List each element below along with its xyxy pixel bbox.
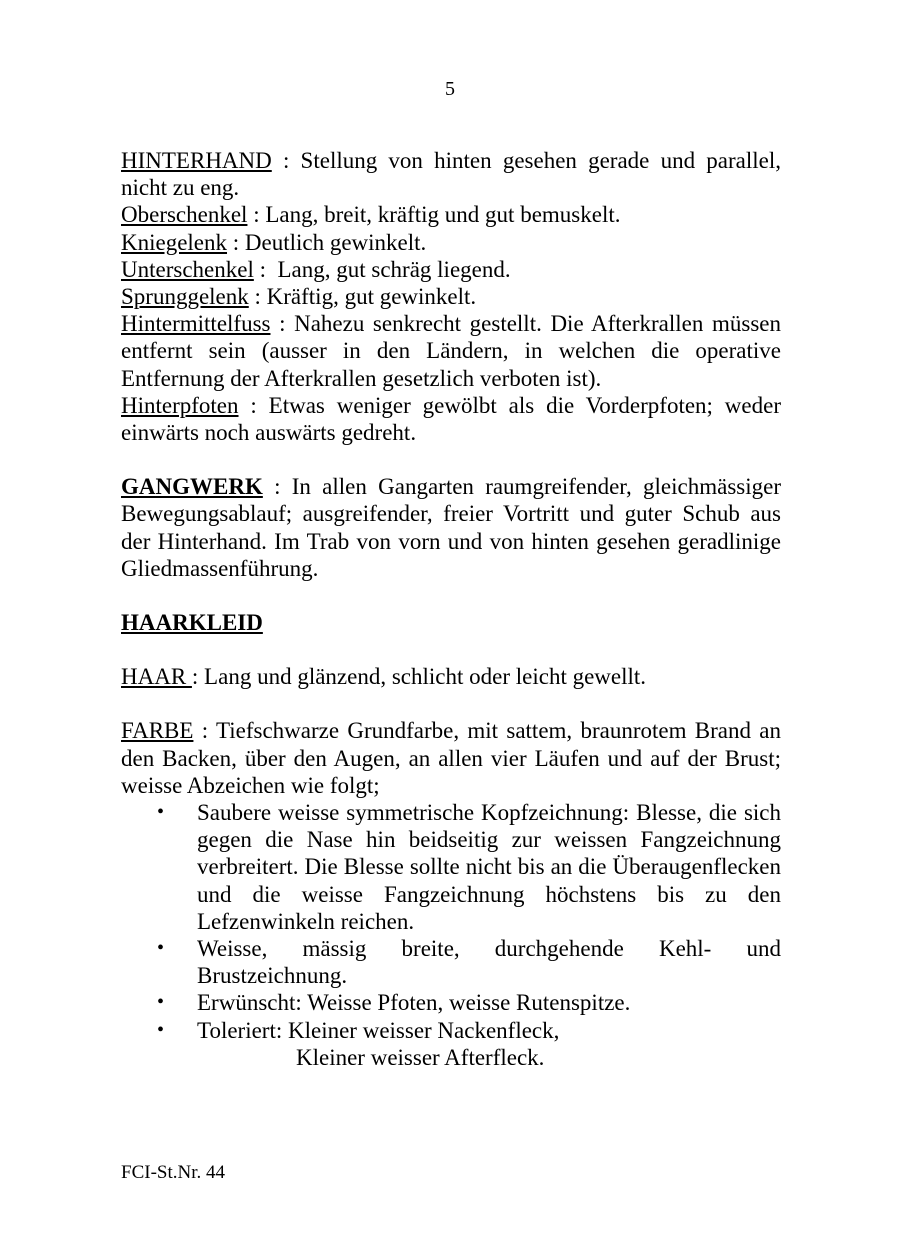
oberschenkel-term: Oberschenkel [121,202,248,228]
bullet-text: Saubere weisse symmetrische Kopfzeichnung: Blesse, die sich gegen die Nase hin beidseitig zur weissen Fangzeichnung verbreitert. Die Blesse sollte nicht bis an die Überaugenflecken und die weisse Fangzeichnung höchstens bis zu den Lefzenwinkeln reichen. [197,800,781,934]
hinterhand-paragraph [121,147,781,201]
document-body [121,147,781,1071]
list-item [121,989,781,1016]
farbe-paragraph [121,717,781,799]
unterschenkel-term: Unterschenkel [121,256,254,282]
kniegelenk-paragraph [121,229,781,256]
sprunggelenk-text: : Kräftig, gut gewinkelt. [248,284,477,310]
haarkleid-heading: HAARKLEID [121,610,263,636]
gangwerk-text: : In allen Gangarten raumgreifender, gleichmässiger Bewegungsablauf; ausgreifender, freier Vortritt und guter Schub aus der Hinterhand. Im Trab von vorn und von hinten gesehen geradlinige Gliedmassenführung. [121,474,781,581]
gangwerk-term: GANGWERK [121,474,263,500]
spacer [121,582,781,609]
hinterhand-text: : Stellung von hinten gesehen gerade und parallel, nicht zu eng. [121,148,781,201]
farbe-term: FARBE [121,718,194,744]
list-item [121,1017,781,1044]
hinterpfoten-text: : Etwas weniger gewölbt als die Vorderpfoten; weder einwärts noch auswärts gedreht. [121,392,781,446]
page-number: 5 [445,78,455,100]
bullet-icon: • [157,937,165,960]
farbe-text: : Tiefschwarze Grundfarbe, mit sattem, braunrotem Brand an den Backen, über den Augen, an allen vier Läufen und auf der Brust; weisse Abzeichen wie folgt; [121,718,781,798]
bullet-icon: • [157,801,165,824]
bullet-icon: • [157,1018,165,1041]
spacer [121,690,781,717]
hintermittelfuss-term: Hintermittelfuss [121,311,271,337]
bullet-continuation: Kleiner weisser Afterfleck. [296,1044,545,1070]
spacer [121,636,781,663]
hinterpfoten-paragraph [121,392,781,446]
hinterpfoten-term: Hinterpfoten [121,392,239,418]
farbe-bullet-list [121,799,781,1044]
bullet-text: Erwünscht: Weisse Pfoten, weisse Rutenspitze. [197,990,631,1016]
list-item [121,799,781,935]
gangwerk-paragraph [121,473,781,582]
kniegelenk-term: Kniegelenk [121,229,228,255]
bullet-icon: • [157,991,165,1014]
haar-text: : Lang und glänzend, schlicht oder leicht gewellt. [191,664,647,690]
sprunggelenk-term: Sprunggelenk [121,284,249,310]
haar-term: HAAR [121,664,192,690]
list-item [121,935,781,989]
footer-standard-number: FCI-St.Nr. 44 [121,1162,225,1183]
haar-paragraph [121,663,781,690]
sprunggelenk-paragraph [121,283,781,310]
hinterhand-term: HINTERHAND [121,148,272,173]
oberschenkel-text: : Lang, breit, kräftig und gut bemuskelt. [247,202,621,228]
bullet-text: Weisse, mässig breite, durchgehende Kehl- und Brustzeichnung. [197,936,781,989]
kniegelenk-text: : Deutlich gewinkelt. [227,229,427,255]
unterschenkel-text: : Lang, gut schräg liegend. [253,256,511,282]
hintermittelfuss-text: : Nahezu senkrecht gestellt. Die Afterkrallen müssen entfernt sein (ausser in den Ländern, in welchen die operative Entfernung der Afterkrallen gesetzlich verboten ist). [121,311,781,391]
unterschenkel-paragraph [121,256,781,283]
oberschenkel-paragraph [121,201,781,228]
hintermittelfuss-paragraph [121,310,781,392]
spacer [121,446,781,473]
bullet-text: Toleriert: Kleiner weisser Nackenfleck, [197,1017,560,1043]
